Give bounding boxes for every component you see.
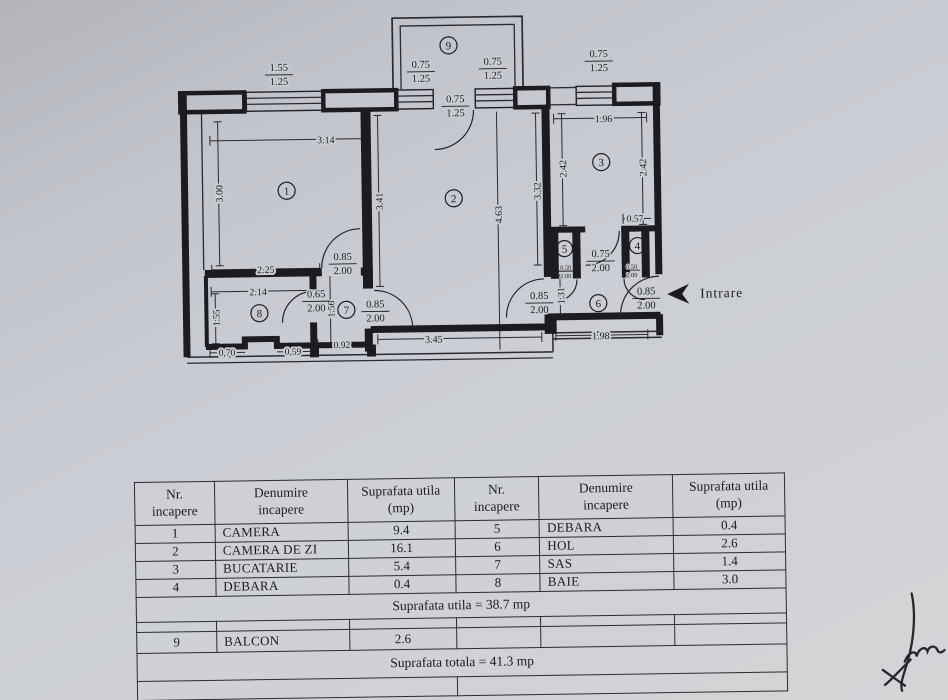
svg-text:2.00: 2.00 — [366, 313, 385, 325]
svg-text:2.00: 2.00 — [560, 273, 572, 281]
subtotal-text: Suprafata utila = 38.7 mp — [136, 588, 786, 623]
svg-text:3.14: 3.14 — [317, 135, 335, 147]
svg-text:1.25: 1.25 — [483, 70, 503, 82]
kitchen-window — [576, 86, 613, 106]
label-door-baie — [302, 289, 330, 314]
header-name-right: Denumire incapere — [539, 475, 673, 520]
label-kitchen-window — [585, 49, 613, 74]
svg-text:2.25: 2.25 — [256, 264, 275, 277]
windows — [246, 86, 613, 111]
room-number-sas — [338, 301, 355, 318]
svg-text:2.00: 2.00 — [637, 300, 656, 312]
svg-text:0.75: 0.75 — [589, 48, 608, 61]
svg-text:2.00: 2.00 — [591, 262, 611, 275]
svg-text:0.50: 0.50 — [560, 264, 572, 272]
svg-text:2.42: 2.42 — [638, 158, 650, 177]
walls — [180, 84, 662, 363]
entrance-label: Intrare — [700, 285, 744, 301]
svg-text:1.25: 1.25 — [446, 108, 465, 120]
label-door-debara-right — [624, 264, 640, 280]
svg-text:0.57: 0.57 — [626, 214, 644, 225]
label-window-room1 — [265, 63, 293, 88]
svg-text:2.00: 2.00 — [307, 303, 326, 315]
room-number-debara-mid — [556, 241, 572, 257]
svg-text:8: 8 — [256, 308, 263, 321]
svg-text:0.75: 0.75 — [411, 59, 431, 71]
svg-text:1.55: 1.55 — [269, 62, 289, 75]
entrance-arrow-icon — [667, 284, 689, 304]
svg-text:3.00: 3.00 — [214, 184, 226, 203]
svg-text:4.63: 4.63 — [493, 205, 506, 224]
entrance-marker — [667, 283, 743, 304]
label-door-debara-mid — [558, 265, 574, 281]
svg-text:0.75: 0.75 — [483, 56, 503, 68]
svg-text:1.25: 1.25 — [411, 73, 431, 85]
svg-text:1.56: 1.56 — [327, 300, 338, 318]
room-number-living — [445, 190, 462, 207]
table-row: 1 CAMERA 9.4 5 DEBARA 0.4 — [135, 516, 785, 544]
svg-text:0.85: 0.85 — [529, 290, 549, 303]
svg-text:1.96: 1.96 — [594, 113, 613, 126]
svg-text:2.00: 2.00 — [530, 304, 549, 317]
svg-text:1.25: 1.25 — [269, 76, 289, 88]
header-nr-left: Nr. incapere — [134, 481, 215, 525]
svg-text:0.75: 0.75 — [446, 94, 465, 106]
svg-text:4: 4 — [634, 240, 641, 253]
table-row: 2 CAMERA DE ZI 16.1 6 HOL 2.6 — [135, 534, 785, 562]
header-name-left: Denumire incapere — [214, 479, 347, 524]
label-balcony-window-left — [407, 60, 435, 85]
header-nr-right: Nr. incapere — [454, 477, 540, 521]
svg-text:3.32: 3.32 — [532, 182, 544, 200]
svg-text:9: 9 — [445, 40, 452, 53]
header-area-right: Suprafata utila (mp) — [673, 473, 785, 518]
svg-text:1: 1 — [283, 185, 290, 198]
handwritten-signature — [870, 589, 948, 694]
room-areas-table — [134, 472, 788, 700]
svg-text:2.00: 2.00 — [626, 272, 638, 280]
room-number-camera — [278, 182, 295, 199]
svg-text:2.00: 2.00 — [333, 265, 353, 278]
room-number-balcon — [440, 37, 457, 54]
svg-text:3.45: 3.45 — [425, 334, 443, 346]
svg-text:2: 2 — [450, 193, 457, 206]
label-door-sas-living — [361, 299, 389, 324]
dimension-labels — [210, 113, 652, 358]
svg-text:1.55: 1.55 — [212, 309, 223, 327]
balcony-window-left — [397, 90, 433, 110]
total-text: Suprafata totala = 41.3 mp — [137, 644, 787, 682]
dimension-lines — [206, 109, 653, 358]
svg-text:1.98: 1.98 — [591, 330, 610, 343]
svg-text:6: 6 — [595, 298, 602, 311]
window-room1 — [246, 91, 322, 111]
room-number-baie — [251, 305, 268, 322]
svg-text:1.25: 1.25 — [589, 62, 609, 75]
svg-text:1.31: 1.31 — [557, 287, 568, 305]
svg-text:0.70: 0.70 — [218, 348, 236, 359]
room-number-kitchen — [593, 153, 610, 170]
svg-text:0.50: 0.50 — [626, 263, 638, 271]
label-balcony-door — [441, 94, 469, 119]
svg-text:7: 7 — [343, 304, 350, 317]
balcony-row: 9 BALCON 2.6 — [137, 623, 787, 654]
label-door-living-hol — [525, 291, 553, 316]
svg-text:3.41: 3.41 — [374, 192, 386, 211]
svg-text:2.42: 2.42 — [558, 159, 570, 178]
header-area-left: Suprafata utila (mp) — [347, 478, 454, 523]
room-numbers — [247, 34, 650, 325]
svg-text:0.59: 0.59 — [284, 347, 302, 358]
svg-text:0.85: 0.85 — [333, 251, 352, 264]
label-door-entrance — [632, 286, 660, 311]
svg-text:2.14: 2.14 — [249, 287, 267, 299]
svg-text:3: 3 — [598, 157, 605, 170]
label-balcony-window-right — [479, 56, 507, 81]
svg-text:0.85: 0.85 — [636, 286, 656, 298]
room-number-hol — [590, 295, 607, 312]
svg-text:0.65: 0.65 — [306, 289, 326, 301]
table-row: 3 BUCATARIE 5.4 7 SAS 1.4 — [136, 552, 786, 580]
balcony-window-right — [475, 88, 514, 108]
svg-text:5: 5 — [561, 243, 568, 256]
svg-text:0.75: 0.75 — [591, 248, 610, 261]
table-row: 4 DEBARA 0.4 8 BAIE 3.0 — [136, 570, 786, 598]
svg-text:0.92: 0.92 — [333, 340, 351, 352]
label-door-room1 — [329, 252, 357, 277]
svg-text:0.85: 0.85 — [366, 299, 385, 311]
